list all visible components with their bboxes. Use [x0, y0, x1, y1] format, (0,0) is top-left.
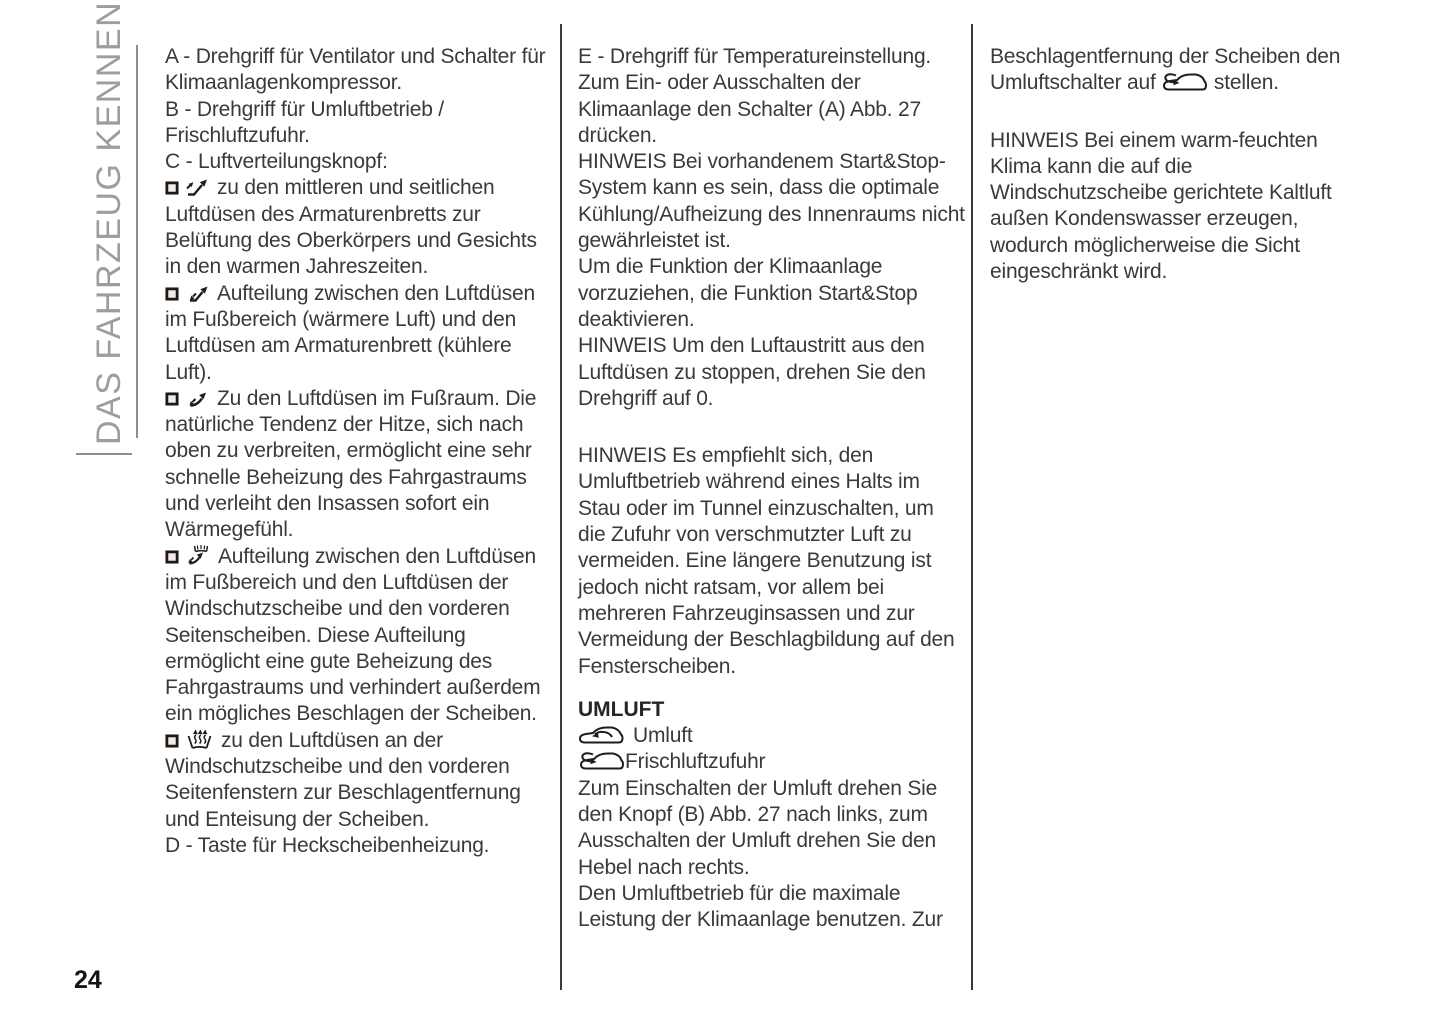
note-air-outlet-stop: HINWEIS Um den Luftaustritt aus den Luftdüsen zu stoppen, drehen Sie den Drehgriff auf 0. — [578, 334, 926, 410]
column-right — [990, 44, 1362, 285]
distribution-face-vents: zu den mittleren und seitlichen Luftdüsen des Armaturenbretts zur Belüftung des Oberkörpers und Gesichts in den warmen Jahreszeiten. — [165, 176, 537, 279]
note-start-stop: HINWEIS Bei vorhandenem Start&Stop-System kann es sein, dass die optimale Kühlung/Aufheizung des Innenraums nicht gewährleistet ist. — [578, 150, 965, 253]
car-fresh-icon — [578, 750, 624, 773]
checkbox-icon — [165, 287, 179, 301]
legend-fresh-air: Frischluftzufuhr — [578, 749, 966, 775]
item-d-rear-window-heating: D - Taste für Heckscheibenheizung. — [165, 833, 490, 857]
item-e-temperature-knob: E - Drehgriff für Temperatureinstellung. — [578, 45, 932, 68]
vent-face-icon — [185, 176, 210, 197]
legend-recirculation: Umluft — [578, 723, 966, 749]
vent-floor-icon — [185, 387, 210, 408]
distribution-bilevel: Aufteilung zwischen den Luftdüsen im Fußbereich (wärmere Luft) und den Luftdüsen am Armaturenbrett (kühlere Luft). — [165, 281, 535, 384]
item-b-recirculation-knob: B - Drehgriff für Umluftbetrieb / Frischluftzufuhr. — [165, 97, 444, 147]
note-humid-climate: HINWEIS Bei einem warm-feuchten Klima kann die auf die Windschutzscheibe gerichtete Kaltluft außen Kondenswasser erzeugen, wodurch möglicherweise die Sicht eingeschränkt wird. — [990, 128, 1332, 284]
checkbox-icon — [165, 550, 179, 564]
chapter-rule-vertical — [136, 45, 138, 438]
car-fresh-icon — [1161, 71, 1207, 94]
vent-floor-windshield-icon — [185, 544, 211, 566]
checkbox-icon — [165, 734, 179, 748]
column-left — [165, 44, 550, 859]
distribution-floor-windshield: Aufteilung zwischen den Luftdüsen im Fußbereich und den Luftdüsen der Windschutzscheibe und den vorderen Seitenscheiben. Diese Aufteilung ermöglicht eine gute Beheizung des Fahrgastraums und verhindert außerdem ein mögliches Beschlagen der Scheiben. — [165, 544, 541, 726]
checkbox-icon — [165, 392, 179, 406]
distribution-windshield-defrost: zu den Luftdüsen an der Windschutzscheibe und den vorderen Seitenfenstern zur Beschlagentfernung und Enteisung der Scheiben. — [165, 728, 521, 831]
car-recirc-icon — [578, 724, 624, 747]
chapter-rule-end-cap — [76, 453, 132, 455]
umluft-heading: UMLUFT — [578, 697, 665, 721]
checkbox-icon — [165, 181, 179, 195]
vent-bilevel-icon — [185, 282, 210, 303]
note-start-stop-deactivate: Um die Funktion der Klimaanlage vorzuziehen, die Funktion Start&Stop deaktivieren. — [578, 255, 918, 331]
page-number: 24 — [74, 966, 102, 994]
windshield-defrost-icon — [185, 729, 214, 750]
column-divider-1 — [560, 24, 562, 990]
recirculation-operation: Zum Einschalten der Umluft drehen Sie den Knopf (B) Abb. 27 nach links, zum Ausschalten der Umluft drehen Sie den Hebel nach rechts. — [578, 776, 938, 879]
chapter-title: DAS FAHRZEUG KENNEN — [90, 0, 128, 445]
defogging-instruction: Beschlagentfernung der Scheiben den Umluftschalter auf stellen. — [990, 45, 1341, 95]
column-divider-2 — [971, 24, 973, 990]
distribution-floor: Zu den Luftdüsen im Fußraum. Die natürliche Tendenz der Hitze, sich nach oben zu verbreiten, ermöglicht eine sehr schnelle Beheizung des Fahrgastraums und verleiht den Insassen sofort ein Wärmegefühl. — [165, 386, 537, 542]
item-c-air-distribution-knob: C - Luftverteilungsknopf: — [165, 150, 388, 174]
ac-on-off-instruction: Zum Ein- oder Ausschalten der Klimaanlage den Schalter (A) Abb. 27 drücken. — [578, 71, 922, 147]
item-a-fan-knob: A - Drehgriff für Ventilator und Schalter für Klimaanlagenkompressor. — [165, 45, 546, 95]
recirculation-max-performance: Den Umluftbetrieb für die maximale Leistung der Klimaanlage benutzen. Zur — [578, 881, 943, 932]
column-middle — [578, 44, 966, 934]
note-recirculation-use: HINWEIS Es empfiehlt sich, den Umluftbetrieb während eines Halts im Stau oder im Tunnel einzuschalten, um die Zufuhr von verschmutzter Luft zu vermeiden. Eine längere Benutzung ist jedoch nicht ratsam, vor allem bei mehreren Fahrzeuginsassen und zur Vermeidung der Beschlagbildung auf den Fensterscheiben. — [578, 444, 955, 678]
